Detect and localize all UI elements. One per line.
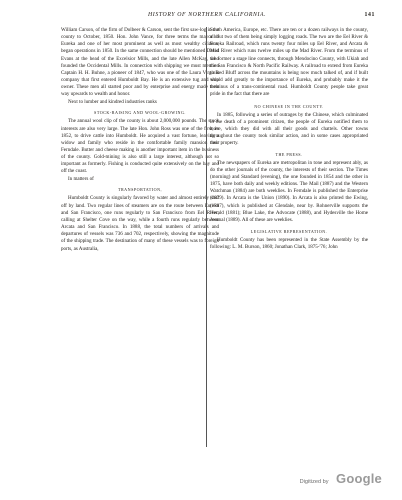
left-column [61, 27, 219, 253]
paragraph: The newspapers of Eureka are metropolitan in tone and represent ably, as do the other journals of the county, the interests of their section. The Times (morning) and Standard (evening), the one founded in 1854 and the other in 1875, have both daily and weekly editions. The Mail (1887) and the Western Watchman (1884) are both weeklies. In Ferndale is published the Enterprise (1879). In Arcata is the Union (1890). In Arcata is also printed the Ewing, (1887), which is published at Glendale, near by. Rohnerville supports the Herald (1881); Blue Lake, the Advocate (1888), and Hydesville the Home Journal (1889). All of these are weeklies. [210, 159, 368, 223]
right-column [210, 27, 368, 252]
paragraph: In 1885, following a series of outrages by the Chinese, which culminated in the death of a prominent citizen, the people of Eureka notified them to leave, which they did with all their goods and chattels. Other towns throughout the county took similar action, and in some cases appropriated their property. [210, 111, 368, 147]
paragraph: South America, Europe, etc. There are ten or a dozen railways in the county, all but two of them being simply logging roads. The two are the Eel River & Eureka Railroad, which runs twenty four miles up Eel River, and Arcata & Mad River which runs twelve miles up the Mad River. From the terminus of the former a stage line connects, through Mendocino County, with Ukiah and the San Francisco & North Pacific Railway. A railroad to extend from Eureka to Red Bluff across the mountains is being now much talked of, and if built would add greatly to the importance of Eureka, and probably make it the terminus of a trans-continental road. Humboldt County people take great pride in the fact that there are [210, 27, 368, 98]
paragraph: In matters of [68, 176, 94, 183]
paragraph: William Carson, of the firm of Dolbeer & Carson, sent the first saw-log in the county to October, 1850. Hon. John Vance, for three terms the mayor of Eureka and one of her most prominent as well as most wealthy citizens, began operations in 1850. In the same connection should be mentioned David Evans at the head of the Excelsior Mills, and the late Allen McKay, who founded the Occidental Mills. In connection with shipping we must mention Captain H. H. Buhne, a pioneer of 1847, who was one of the Laura Virginia company that first entered Humboldt Bay. He is an extensive tug and ship owner. These men all started poor and by enterprise and energy made their way upwards to wealth and honor. [61, 27, 219, 98]
page-number: 141 [364, 12, 375, 18]
digitized-by-label: Digitized by [299, 479, 329, 485]
paragraph: Humboldt County has been represented in the State Assembly by the following: L. M. Burson, 1860; Jonathan Clark, 1875-'76; John [210, 237, 368, 251]
paragraph: Humboldt County is singularly favored by water and almost entirely shut off by land. Two regular lines of steamers are on the route between Eureka and San Francisco, one runs regularly to San Francisco from Eel River, calling at Shelter Cove on the way, while a fourth runs regularly between Arcata and San Francisco. In 1888, the total numbers of arrivals and departures of vessels was 736 and 702, respectively, showing the magnitude of the shipping trade. The destination of many of these vessels was to foreign ports, as Australia, [61, 195, 219, 252]
column-divider [206, 27, 207, 447]
section-heading: LEGISLATIVE REPRESENTATION. [250, 229, 328, 235]
section-heading: NO CHINESE IN THE COUNTY. [254, 103, 324, 109]
paragraph: Next to lumber and kindred industries ranks [68, 99, 157, 106]
google-logo: Google [336, 471, 382, 486]
section-heading: THE PRESS. [275, 151, 303, 157]
section-heading: TRANSPORTATION, [117, 187, 163, 193]
digitized-by-watermark [300, 470, 382, 488]
running-title: HISTORY OF NORTHERN CALIFORNIA. [148, 12, 267, 18]
section-heading: STOCK-RAISING AND WOOL-GROWING. [94, 110, 186, 116]
running-header [60, 10, 375, 24]
paragraph: The annual wool clip of the county is about 2,000,000 pounds. The stock interests are also very large. The late Hon. John Ross was one of the first, in 1852, to drive cattle into Humboldt. He acquired a vast fortune, leaving a widow and family who reside in the comfortable family mansion near Ferndale. Butter and cheese making is another important item in the business of the county. Gold-mining is also still a large interest, although not so important as formerly. Fishing is conducted quite extensively on the bay and off the coast. [61, 118, 219, 175]
